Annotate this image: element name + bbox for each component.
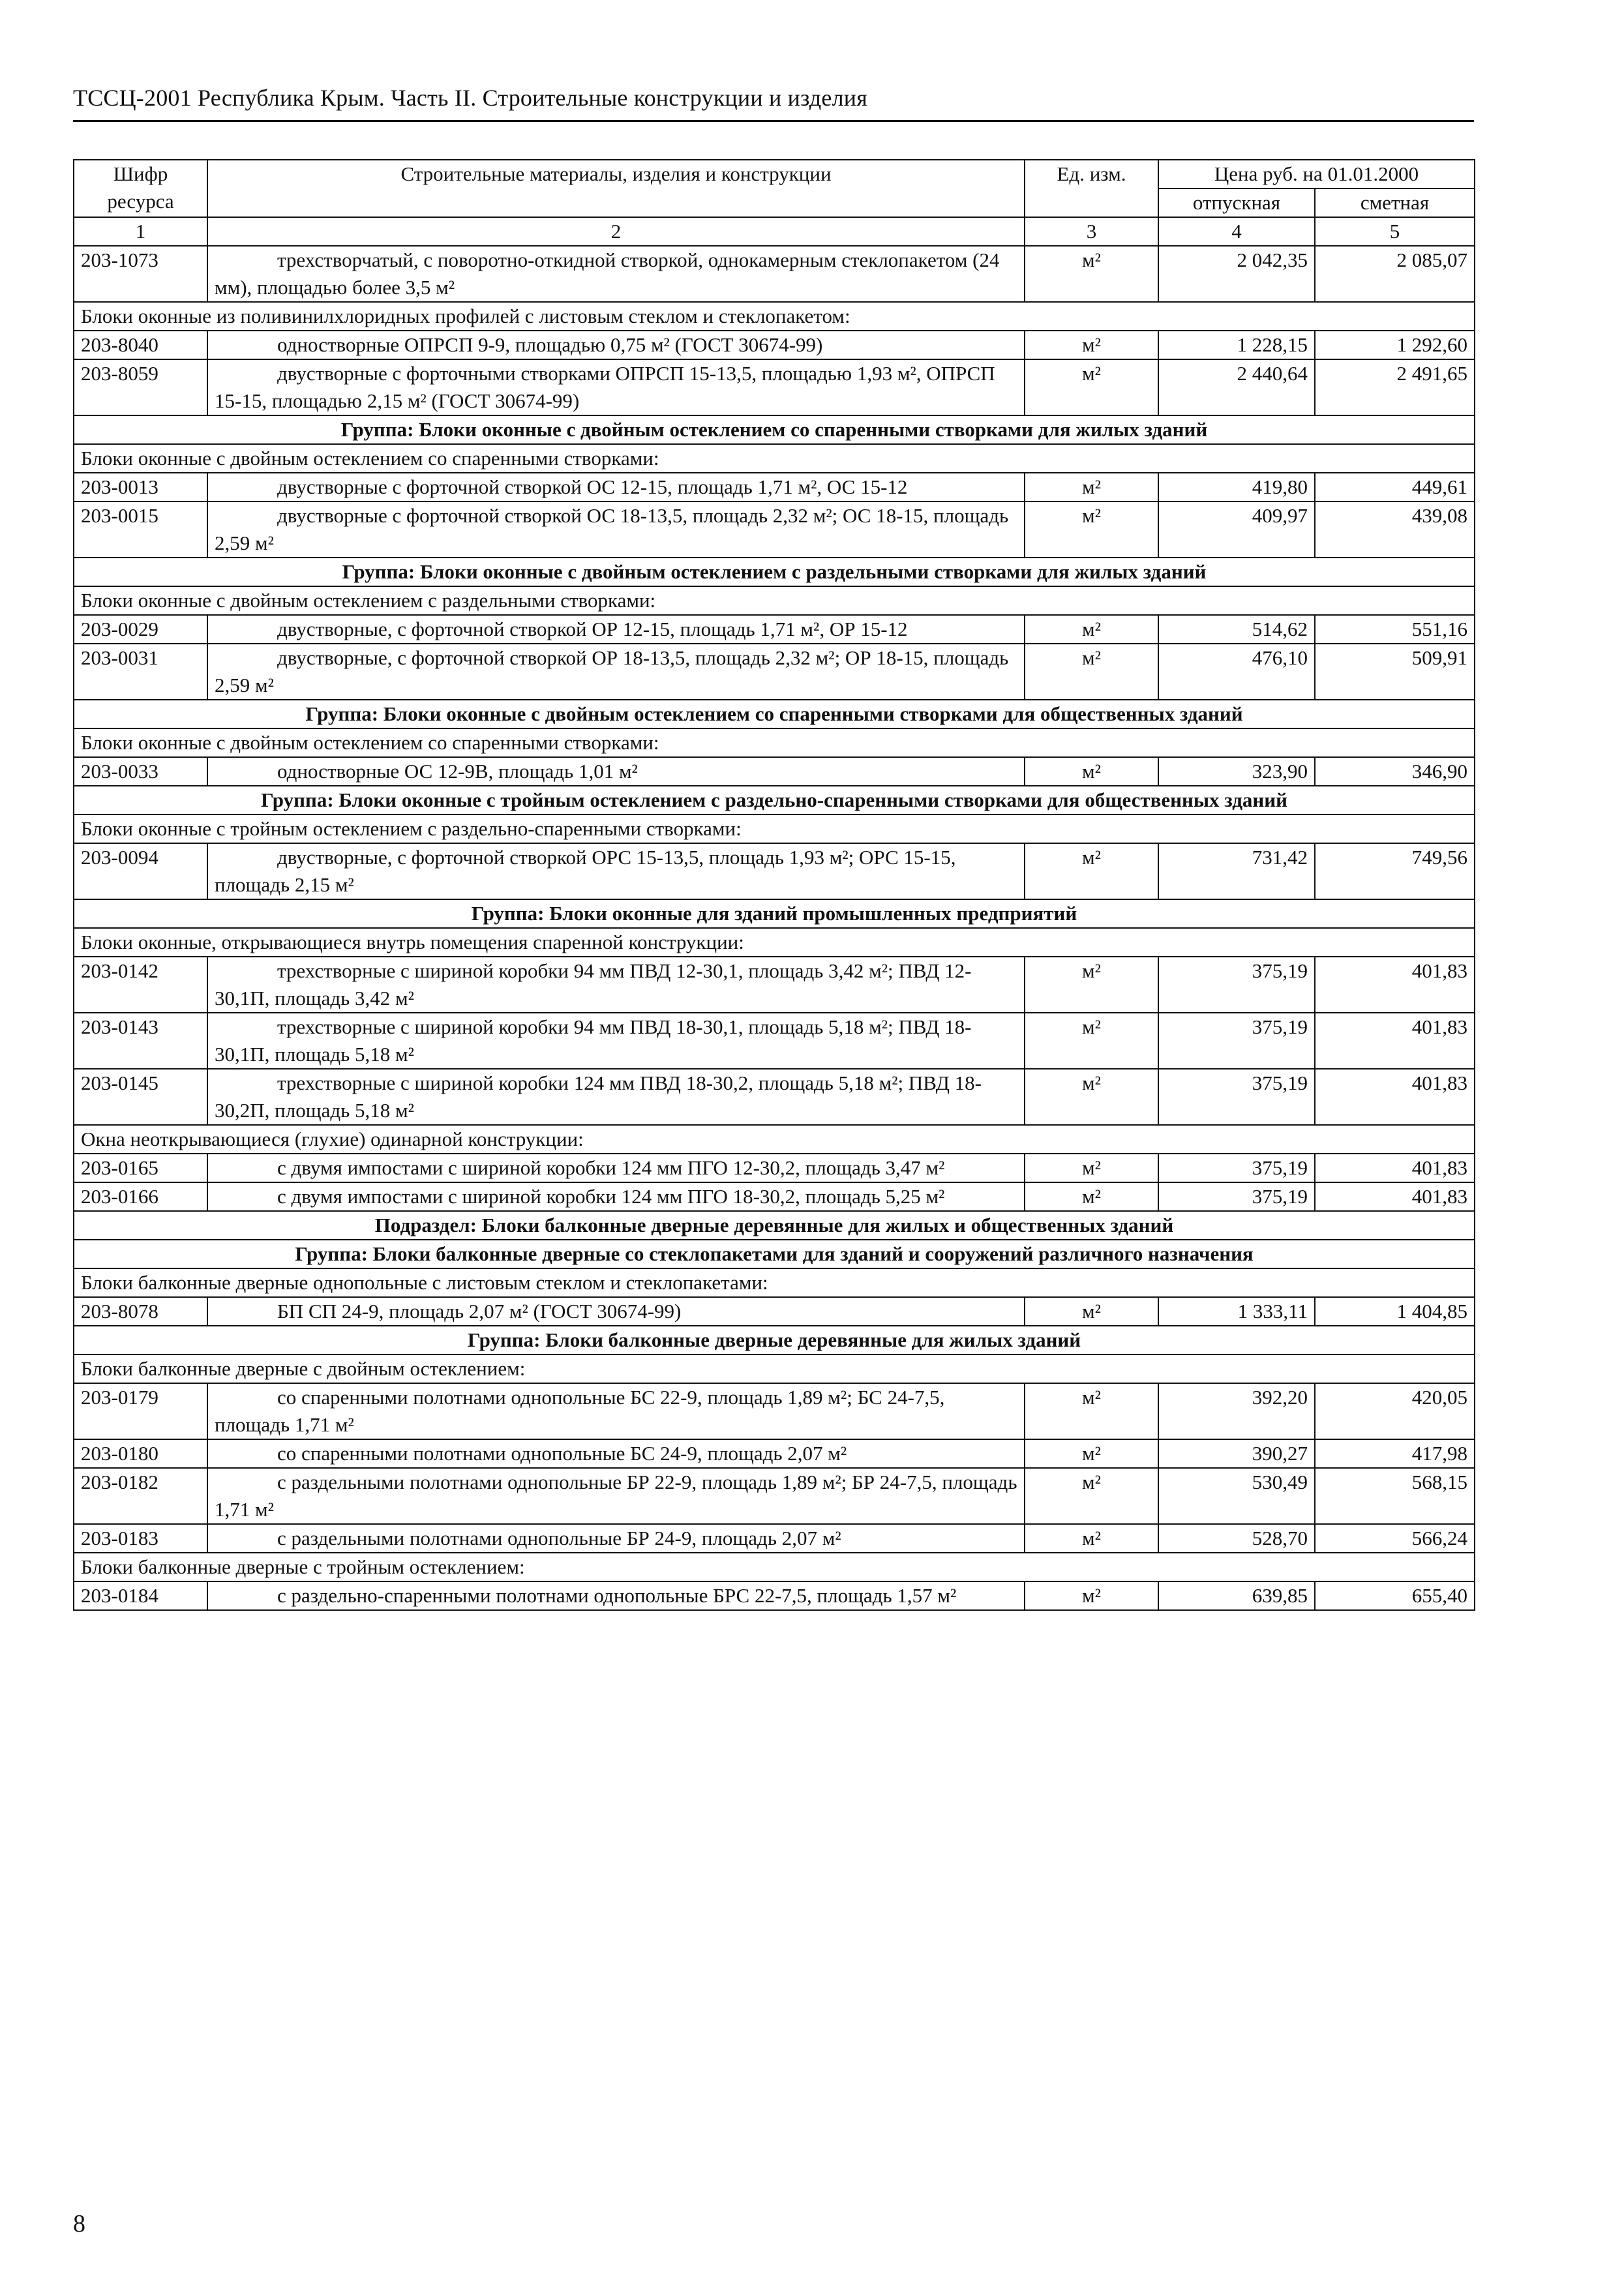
resource-code: 203-0029: [74, 615, 207, 644]
estimate-price: 655,40: [1315, 1581, 1475, 1610]
subgroup-heading: Блоки оконные с тройным остеклением с раздельно-спаренными створками:: [74, 815, 1475, 843]
unit-of-measure: м²: [1025, 473, 1158, 501]
resource-code: 203-8040: [74, 331, 207, 359]
estimate-price: 2 085,07: [1315, 246, 1475, 302]
column-number: 5: [1315, 217, 1475, 246]
resource-code: 203-8078: [74, 1297, 207, 1326]
item-description: с раздельными полотнами однопольные БР 22-9, площадь 1,89 м²; БР 24-7,5, площадь 1,71 м²: [207, 1468, 1025, 1524]
release-price: 2 440,64: [1158, 359, 1315, 415]
item-description: одностворные ОПРСП 9-9, площадью 0,75 м² (ГОСТ 30674-99): [207, 331, 1025, 359]
subgroup-row: [74, 928, 1475, 957]
subgroup-heading: Блоки балконные дверные однопольные с листовым стеклом и стеклопакетами:: [74, 1268, 1475, 1297]
release-price: 375,19: [1158, 1069, 1315, 1125]
release-price: 2 042,35: [1158, 246, 1315, 302]
resource-code: 203-0143: [74, 1013, 207, 1069]
item-description: одностворные ОС 12-9В, площадь 1,01 м²: [207, 757, 1025, 786]
table-row: [74, 1439, 1475, 1468]
section-row: [74, 1211, 1475, 1240]
col-header-release: отпускная: [1158, 188, 1315, 217]
resource-code: 203-0145: [74, 1069, 207, 1125]
unit-of-measure: м²: [1025, 359, 1158, 415]
unit-of-measure: м²: [1025, 757, 1158, 786]
group-heading: Группа: Блоки балконные дверные деревянные для жилых зданий: [74, 1326, 1475, 1354]
item-description: с раздельными полотнами однопольные БР 24-9, площадь 2,07 м²: [207, 1524, 1025, 1553]
estimate-price: 346,90: [1315, 757, 1475, 786]
estimate-price: 551,16: [1315, 615, 1475, 644]
table-row: [74, 957, 1475, 1013]
section-heading: Подраздел: Блоки балконные дверные деревянные для жилых и общественных зданий: [74, 1211, 1475, 1240]
estimate-price: 420,05: [1315, 1383, 1475, 1439]
unit-of-measure: м²: [1025, 1468, 1158, 1524]
estimate-price: 401,83: [1315, 1013, 1475, 1069]
table-row: [74, 1383, 1475, 1439]
estimate-price: 439,08: [1315, 501, 1475, 558]
group-heading: Группа: Блоки оконные для зданий промышленных предприятий: [74, 899, 1475, 928]
unit-of-measure: м²: [1025, 1182, 1158, 1211]
item-description: со спаренными полотнами однопольные БС 22-9, площадь 1,89 м²; БС 24-7,5, площадь 1,71 м²: [207, 1383, 1025, 1439]
resource-code: 203-0165: [74, 1154, 207, 1182]
subgroup-heading: Блоки оконные с двойным остеклением с раздельными створками:: [74, 586, 1475, 615]
table-row: [74, 501, 1475, 558]
table-row: [74, 615, 1475, 644]
release-price: 375,19: [1158, 1154, 1315, 1182]
item-description: двустворные с форточными створками ОПРСП 15-13,5, площадью 1,93 м², ОПРСП 15-15, площадью 2,15 м² (ГОСТ 30674-99): [207, 359, 1025, 415]
estimate-price: 449,61: [1315, 473, 1475, 501]
release-price: 323,90: [1158, 757, 1315, 786]
release-price: 375,19: [1158, 957, 1315, 1013]
price-table: [73, 159, 1475, 1611]
item-description: двустворные, с форточной створкой ОРС 15-13,5, площадь 1,93 м²; ОРС 15-15, площадь 2,15 м²: [207, 843, 1025, 899]
page-number: 8: [73, 2210, 85, 2237]
release-price: 514,62: [1158, 615, 1315, 644]
group-heading: Группа: Блоки балконные дверные со стеклопакетами для зданий и сооружений различного назначения: [74, 1240, 1475, 1268]
group-heading: Группа: Блоки оконные с двойным остеклением с раздельными створками для жилых зданий: [74, 558, 1475, 586]
estimate-price: 749,56: [1315, 843, 1475, 899]
resource-code: 203-0184: [74, 1581, 207, 1610]
table-row: [74, 757, 1475, 786]
subgroup-heading: Блоки оконные с двойным остеклением со спаренными створками:: [74, 728, 1475, 757]
group-heading: Группа: Блоки оконные с двойным остеклением со спаренными створками для жилых зданий: [74, 415, 1475, 444]
group-row: [74, 1240, 1475, 1268]
page-header: ТССЦ-2001 Республика Крым. Часть II. Строительные конструкции и изделия: [73, 85, 868, 111]
estimate-price: 568,15: [1315, 1468, 1475, 1524]
subgroup-heading: Окна неоткрывающиеся (глухие) одинарной конструкции:: [74, 1125, 1475, 1154]
subgroup-heading: Блоки балконные дверные с тройным остеклением:: [74, 1553, 1475, 1581]
resource-code: 203-0183: [74, 1524, 207, 1553]
unit-of-measure: м²: [1025, 957, 1158, 1013]
estimate-price: 401,83: [1315, 1154, 1475, 1182]
header-rule: [73, 120, 1474, 122]
group-row: [74, 558, 1475, 586]
unit-of-measure: м²: [1025, 843, 1158, 899]
release-price: 392,20: [1158, 1383, 1315, 1439]
table-body: [74, 246, 1475, 1610]
group-heading: Группа: Блоки оконные с тройным остеклением с раздельно-спаренными створками для общественных зданий: [74, 786, 1475, 815]
release-price: 1 333,11: [1158, 1297, 1315, 1326]
item-description: трехстворные с шириной коробки 124 мм ПВД 18-30,2, площадь 5,18 м²; ПВД 18-30,2П, площадь 5,18 м²: [207, 1069, 1025, 1125]
item-description: БП СП 24-9, площадь 2,07 м² (ГОСТ 30674-99): [207, 1297, 1025, 1326]
group-row: [74, 415, 1475, 444]
column-number: 4: [1158, 217, 1315, 246]
release-price: 409,97: [1158, 501, 1315, 558]
column-number: 2: [207, 217, 1025, 246]
table-row: [74, 644, 1475, 700]
table-row: [74, 359, 1475, 415]
table-row: [74, 331, 1475, 359]
release-price: 476,10: [1158, 644, 1315, 700]
resource-code: 203-0013: [74, 473, 207, 501]
resource-code: 203-0166: [74, 1182, 207, 1211]
subgroup-row: [74, 1268, 1475, 1297]
subgroup-heading: Блоки балконные дверные с двойным остеклением:: [74, 1354, 1475, 1383]
unit-of-measure: м²: [1025, 1154, 1158, 1182]
estimate-price: 401,83: [1315, 1182, 1475, 1211]
subgroup-heading: Блоки оконные из поливинилхлоридных профилей с листовым стеклом и стеклопакетом:: [74, 302, 1475, 331]
group-row: [74, 1326, 1475, 1354]
subgroup-row: [74, 1125, 1475, 1154]
group-row: [74, 786, 1475, 815]
unit-of-measure: м²: [1025, 331, 1158, 359]
resource-code: 203-0015: [74, 501, 207, 558]
item-description: с раздельно-спаренными полотнами однопольные БРС 22-7,5, площадь 1,57 м²: [207, 1581, 1025, 1610]
item-description: трехстворчатый, с поворотно-откидной створкой, однокамерным стеклопакетом (24 мм), площадью более 3,5 м²: [207, 246, 1025, 302]
group-row: [74, 700, 1475, 728]
unit-of-measure: м²: [1025, 1069, 1158, 1125]
resource-code: 203-0142: [74, 957, 207, 1013]
release-price: 390,27: [1158, 1439, 1315, 1468]
subgroup-row: [74, 728, 1475, 757]
subgroup-heading: Блоки оконные с двойным остеклением со спаренными створками:: [74, 444, 1475, 473]
estimate-price: 1 404,85: [1315, 1297, 1475, 1326]
unit-of-measure: м²: [1025, 1439, 1158, 1468]
estimate-price: 1 292,60: [1315, 331, 1475, 359]
table-row: [74, 1524, 1475, 1553]
table-row: [74, 1069, 1475, 1125]
unit-of-measure: м²: [1025, 644, 1158, 700]
subgroup-row: [74, 815, 1475, 843]
estimate-price: 566,24: [1315, 1524, 1475, 1553]
column-number: 1: [74, 217, 207, 246]
unit-of-measure: м²: [1025, 1013, 1158, 1069]
table-row: [74, 473, 1475, 501]
table-row: [74, 843, 1475, 899]
resource-code: 203-0031: [74, 644, 207, 700]
release-price: 375,19: [1158, 1013, 1315, 1069]
column-number: 3: [1025, 217, 1158, 246]
estimate-price: 401,83: [1315, 1069, 1475, 1125]
resource-code: 203-0033: [74, 757, 207, 786]
unit-of-measure: м²: [1025, 1297, 1158, 1326]
item-description: двустворные с форточной створкой ОС 18-13,5, площадь 2,32 м²; ОС 18-15, площадь 2,59 м²: [207, 501, 1025, 558]
unit-of-measure: м²: [1025, 501, 1158, 558]
table-row: [74, 1468, 1475, 1524]
estimate-price: 417,98: [1315, 1439, 1475, 1468]
subgroup-row: [74, 444, 1475, 473]
col-header-unit: Ед. изм.: [1025, 160, 1158, 217]
unit-of-measure: м²: [1025, 1581, 1158, 1610]
resource-code: 203-0179: [74, 1383, 207, 1439]
release-price: 530,49: [1158, 1468, 1315, 1524]
resource-code: 203-0180: [74, 1439, 207, 1468]
group-heading: Группа: Блоки оконные с двойным остеклением со спаренными створками для общественных зданий: [74, 700, 1475, 728]
table-row: [74, 1182, 1475, 1211]
table-row: [74, 1297, 1475, 1326]
subgroup-row: [74, 302, 1475, 331]
column-numbers-row: [74, 217, 1475, 246]
group-row: [74, 899, 1475, 928]
release-price: 731,42: [1158, 843, 1315, 899]
item-description: со спаренными полотнами однопольные БС 24-9, площадь 2,07 м²: [207, 1439, 1025, 1468]
item-description: двустворные с форточной створкой ОС 12-15, площадь 1,71 м², ОС 15-12: [207, 473, 1025, 501]
col-header-name: Строительные материалы, изделия и конструкции: [207, 160, 1025, 217]
item-description: двустворные, с форточной створкой ОР 12-15, площадь 1,71 м², ОР 15-12: [207, 615, 1025, 644]
table-row: [74, 1154, 1475, 1182]
estimate-price: 401,83: [1315, 957, 1475, 1013]
subgroup-row: [74, 1553, 1475, 1581]
resource-code: 203-0182: [74, 1468, 207, 1524]
table-row: [74, 1581, 1475, 1610]
table-row: [74, 246, 1475, 302]
resource-code: 203-0094: [74, 843, 207, 899]
unit-of-measure: м²: [1025, 246, 1158, 302]
item-description: с двумя импостами с шириной коробки 124 мм ПГО 12-30,2, площадь 3,47 м²: [207, 1154, 1025, 1182]
release-price: 639,85: [1158, 1581, 1315, 1610]
estimate-price: 2 491,65: [1315, 359, 1475, 415]
release-price: 528,70: [1158, 1524, 1315, 1553]
resource-code: 203-8059: [74, 359, 207, 415]
release-price: 1 228,15: [1158, 331, 1315, 359]
col-header-price: Цена руб. на 01.01.2000: [1158, 160, 1475, 188]
col-header-estimate: сметная: [1315, 188, 1475, 217]
col-header-code: Шифр ресурса: [74, 160, 207, 217]
estimate-price: 509,91: [1315, 644, 1475, 700]
item-description: с двумя импостами с шириной коробки 124 мм ПГО 18-30,2, площадь 5,25 м²: [207, 1182, 1025, 1211]
item-description: трехстворные с шириной коробки 94 мм ПВД 12-30,1, площадь 3,42 м²; ПВД 12-30,1П, площадь 3,42 м²: [207, 957, 1025, 1013]
unit-of-measure: м²: [1025, 615, 1158, 644]
unit-of-measure: м²: [1025, 1383, 1158, 1439]
resource-code: 203-1073: [74, 246, 207, 302]
release-price: 375,19: [1158, 1182, 1315, 1211]
subgroup-row: [74, 586, 1475, 615]
unit-of-measure: м²: [1025, 1524, 1158, 1553]
table-row: [74, 1013, 1475, 1069]
item-description: двустворные, с форточной створкой ОР 18-13,5, площадь 2,32 м²; ОР 18-15, площадь 2,59 м²: [207, 644, 1025, 700]
release-price: 419,80: [1158, 473, 1315, 501]
subgroup-heading: Блоки оконные, открывающиеся внутрь помещения спаренной конструкции:: [74, 928, 1475, 957]
subgroup-row: [74, 1354, 1475, 1383]
item-description: трехстворные с шириной коробки 94 мм ПВД 18-30,1, площадь 5,18 м²; ПВД 18-30,1П, площадь 5,18 м²: [207, 1013, 1025, 1069]
